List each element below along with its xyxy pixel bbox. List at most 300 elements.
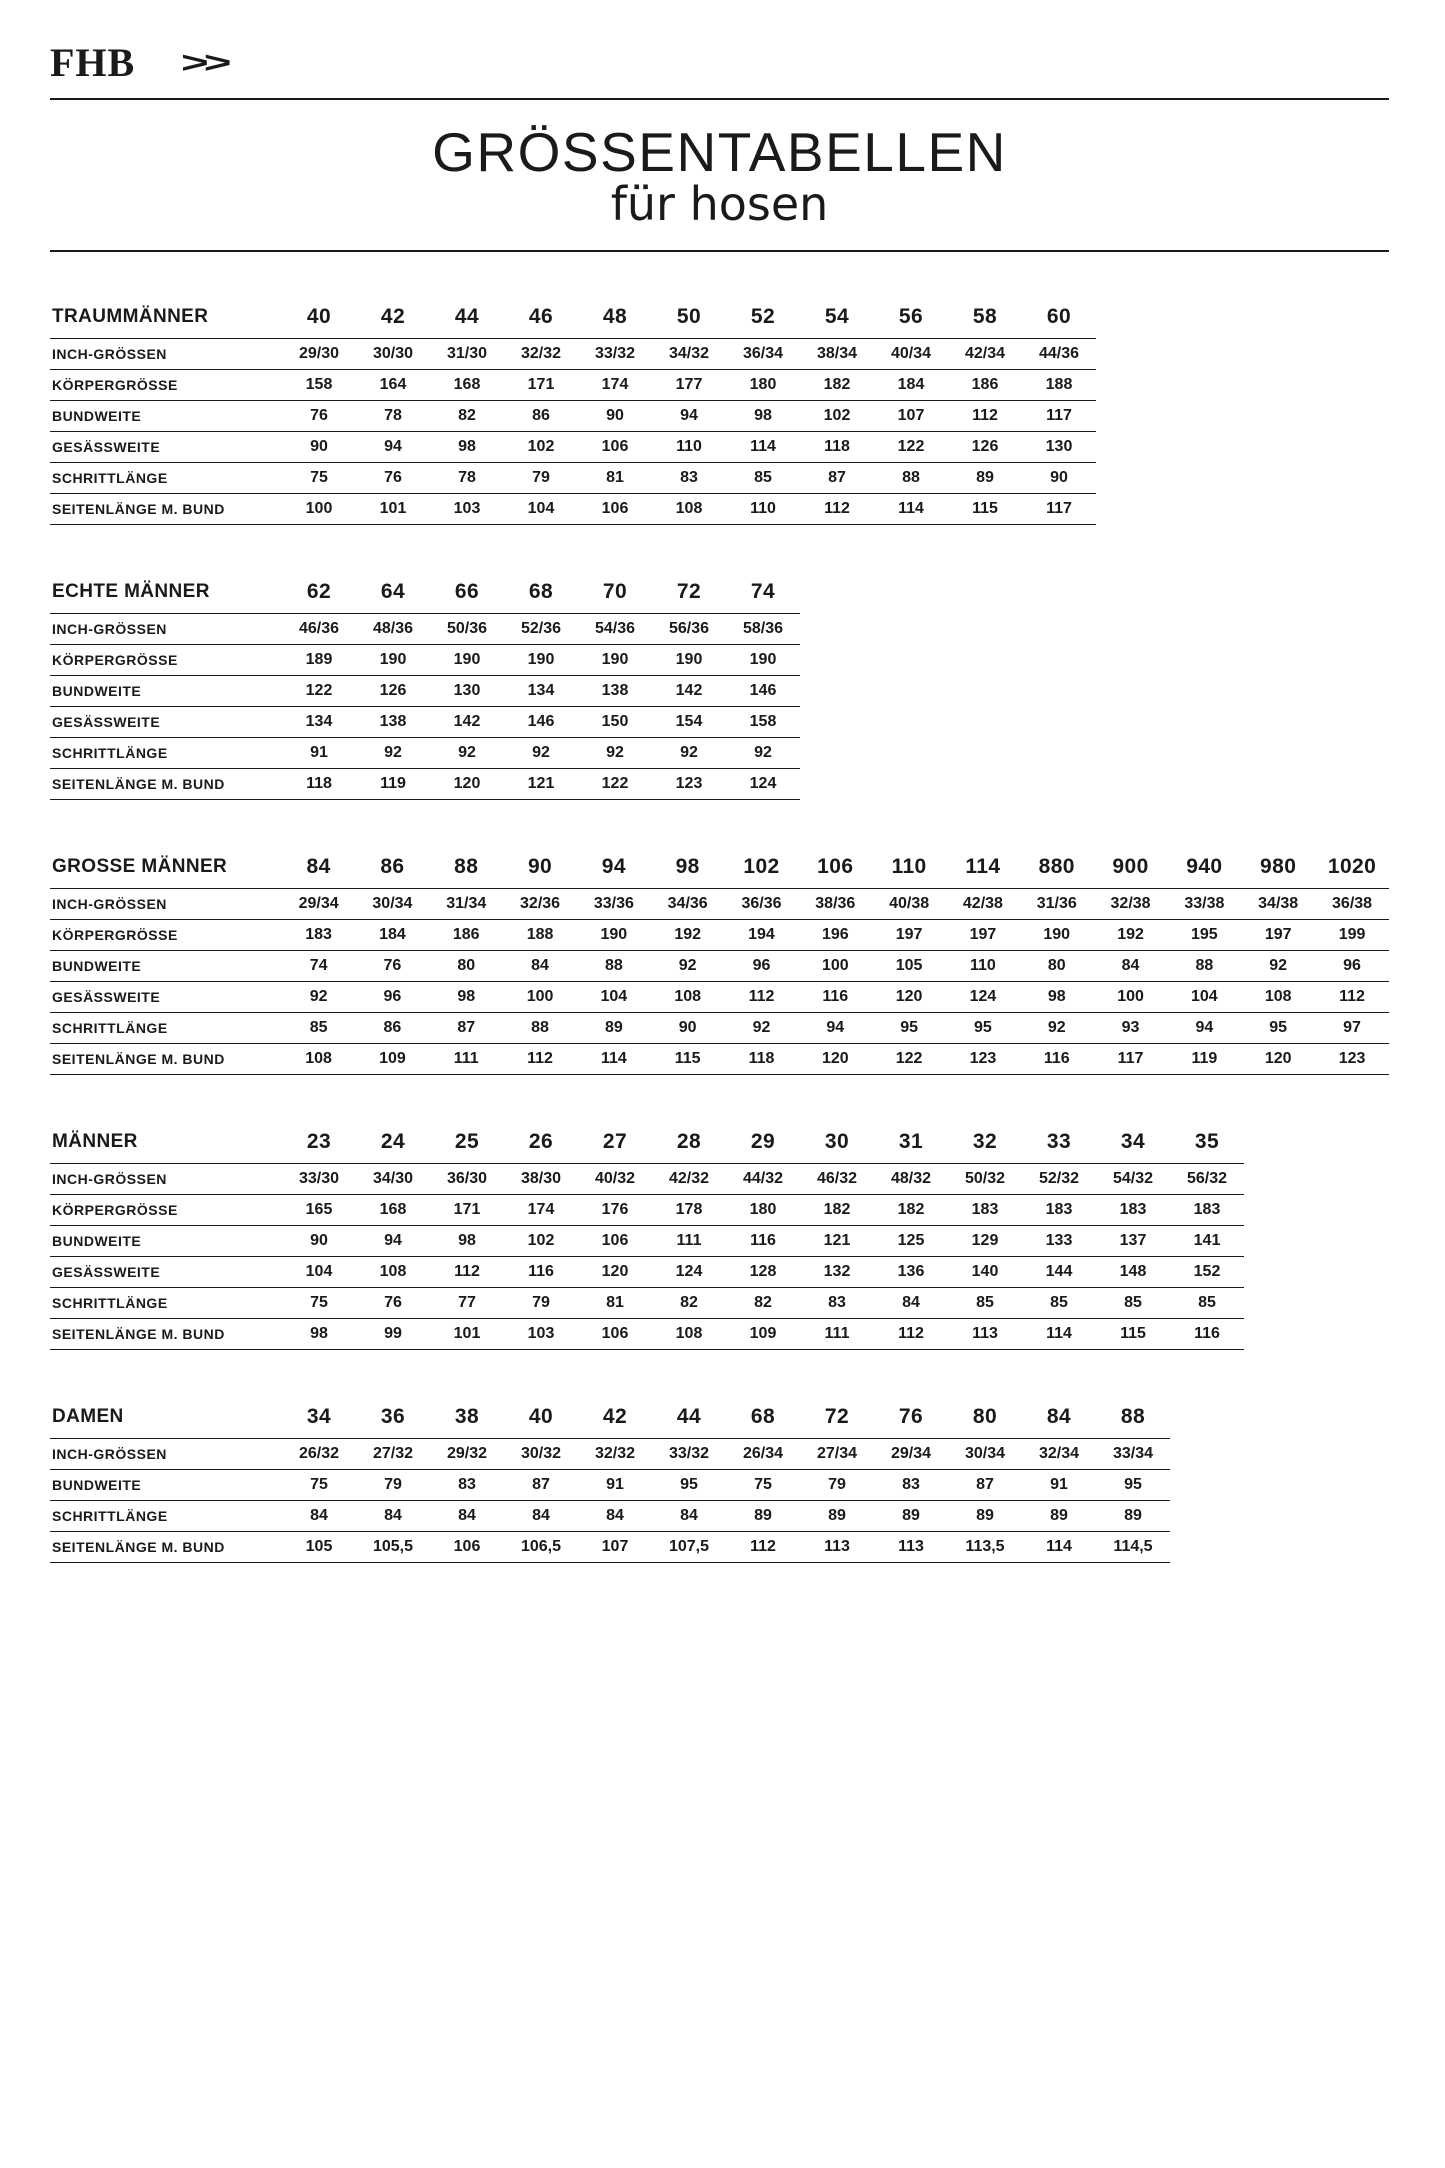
measurement-value: 84 [384,1507,402,1525]
measurement-value: 122 [895,1050,923,1068]
measurement-value: 114 [898,500,924,518]
measurement-value: 199 [1338,926,1366,944]
measurement-value: 89 [902,1507,920,1525]
table-row [50,889,1389,920]
measurement-value: 31/34 [446,895,487,913]
measurement-value: 86 [383,1019,402,1037]
measurement-value: 116 [1194,1325,1220,1343]
measurement-value: 196 [821,926,849,944]
size-column-header: 27 [602,1130,628,1154]
size-column-header: 34 [1120,1130,1146,1154]
measurement-value: 188 [1045,376,1073,394]
measurement-value: 38/30 [520,1170,562,1188]
size-column-header: 88 [454,855,479,879]
measurement-label: BUNDWEITE [52,1233,142,1250]
measurement-value: 48/32 [890,1170,932,1188]
measurement-value: 190 [1043,926,1071,944]
measurement-value: 178 [675,1201,703,1219]
measurement-value: 76 [384,1294,402,1312]
measurement-value: 100 [821,957,849,975]
measurement-value: 117 [1117,1050,1144,1068]
size-column-header: 40 [306,305,332,329]
measurement-value: 92 [680,744,698,762]
measurement-value: 189 [305,651,333,669]
table-row [50,1195,1244,1226]
table-header-row [50,571,800,614]
measurement-value: 89 [828,1507,846,1525]
measurement-value: 101 [453,1325,481,1343]
measurement-value: 93 [1121,1019,1140,1037]
measurement-value: 32/32 [594,1445,636,1463]
measurement-value: 113 [824,1538,850,1556]
measurement-value: 132 [823,1263,851,1281]
measurement-value: 79 [828,1476,846,1494]
measurement-value: 108 [675,1325,703,1343]
measurement-value: 194 [748,926,775,944]
measurement-value: 118 [748,1050,775,1068]
size-column-header: 52 [750,305,776,329]
measurement-label: SCHRITTLÄNGE [52,1508,168,1525]
table-row [50,769,800,800]
measurement-value: 30/32 [520,1445,562,1463]
measurement-value: 38/36 [815,895,856,913]
measurement-value: 34/32 [668,345,710,363]
page-title-block [50,100,1389,238]
size-column-header: 33 [1046,1130,1072,1154]
measurement-value: 106 [601,1232,629,1250]
measurement-value: 101 [379,500,407,518]
measurement-value: 76 [383,957,402,975]
table-row [50,951,1389,982]
measurement-value: 96 [1343,957,1361,975]
measurement-value: 88 [531,1019,549,1037]
measurement-value: 92 [752,1019,771,1037]
measurement-value: 106 [601,438,629,456]
size-column-header: 80 [972,1405,998,1429]
measurement-value: 81 [606,1294,624,1312]
measurement-value: 42/32 [668,1170,710,1188]
measurement-value: 48/36 [372,620,414,638]
size-column-header: 26 [528,1130,554,1154]
size-column-header: 54 [824,305,850,329]
size-column-header: 66 [454,580,480,604]
measurement-label: BUNDWEITE [52,683,142,700]
measurement-label: BUNDWEITE [52,1477,142,1494]
measurement-value: 85 [754,469,772,487]
measurement-value: 91 [1050,1476,1068,1494]
measurement-value: 26/34 [742,1445,784,1463]
measurement-value: 82 [754,1294,772,1312]
measurement-value: 75 [754,1476,772,1494]
measurement-value: 52/36 [520,620,562,638]
measurement-value: 33/34 [1112,1445,1154,1463]
measurement-value: 90 [1050,469,1068,487]
table-row [50,1226,1244,1257]
size-column-header: 70 [602,580,628,604]
measurement-value: 113 [972,1325,998,1343]
measurement-label: GESÄSSWEITE [52,714,161,731]
measurement-value: 103 [527,1325,555,1343]
measurement-value: 118 [824,438,850,456]
measurement-value: 98 [457,988,476,1006]
size-tables-container [50,252,1389,1563]
measurement-value: 54/32 [1112,1170,1154,1188]
measurement-label: SEITENLÄNGE M. BUND [52,1326,225,1343]
measurement-value: 125 [897,1232,925,1250]
measurement-value: 90 [310,438,328,456]
table-row [50,1319,1244,1350]
measurement-value: 122 [601,775,629,793]
table-row [50,920,1389,951]
measurement-value: 112 [748,988,775,1006]
size-column-header: 56 [898,305,924,329]
size-column-header: 72 [824,1405,850,1429]
measurement-value: 50/32 [964,1170,1006,1188]
size-column-header: 90 [527,855,553,879]
measurement-value: 104 [1191,988,1218,1006]
measurement-value: 110 [676,438,702,456]
measurement-value: 119 [380,775,406,793]
measurement-value: 85 [1198,1294,1216,1312]
table-row [50,1470,1170,1501]
measurement-value: 116 [750,1232,776,1250]
table-row [50,1044,1389,1075]
measurement-value: 119 [1191,1050,1218,1068]
measurement-value: 150 [601,713,629,731]
measurement-value: 115 [1120,1325,1146,1343]
brand-logo: FHB [50,40,136,85]
measurement-value: 83 [828,1294,846,1312]
measurement-value: 33/38 [1184,895,1225,913]
table-row [50,463,1096,494]
measurement-value: 27/34 [816,1445,858,1463]
measurement-value: 120 [895,988,923,1006]
size-column-header: 64 [380,580,406,604]
measurement-value: 126 [971,438,999,456]
measurement-value: 84 [310,1507,328,1525]
measurement-value: 84 [902,1294,920,1312]
measurement-value: 105 [305,1538,333,1556]
measurement-value: 112 [454,1263,480,1281]
measurement-value: 142 [453,713,481,731]
measurement-value: 89 [976,469,994,487]
table-row [50,676,800,707]
measurement-value: 88 [604,957,623,975]
measurement-value: 111 [453,1050,479,1068]
measurement-value: 183 [1193,1201,1221,1219]
measurement-value: 165 [305,1201,333,1219]
size-column-header: 60 [1046,305,1072,329]
table-row [50,1532,1170,1563]
measurement-value: 29/34 [890,1445,932,1463]
measurement-value: 79 [384,1476,402,1494]
measurement-value: 176 [601,1201,629,1219]
size-column-header: 58 [972,305,998,329]
measurement-value: 183 [971,1201,999,1219]
measurement-value: 40/32 [594,1170,636,1188]
measurement-value: 192 [674,926,702,944]
measurement-value: 120 [821,1050,849,1068]
size-column-header: 24 [380,1130,406,1154]
measurement-value: 82 [680,1294,698,1312]
measurement-value: 112 [898,1325,924,1343]
measurement-value: 33/32 [668,1445,710,1463]
measurement-value: 104 [527,500,555,518]
measurement-value: 124 [749,775,777,793]
size-column-header: 29 [750,1130,776,1154]
measurement-value: 120 [601,1263,629,1281]
measurement-value: 79 [532,469,550,487]
measurement-value: 120 [1264,1050,1292,1068]
measurement-value: 186 [452,926,480,944]
measurement-value: 29/30 [298,345,340,363]
table-row [50,339,1096,370]
table-group-name: GROSSE MÄNNER [52,856,228,878]
measurement-value: 100 [305,500,333,518]
measurement-value: 110 [750,500,776,518]
measurement-value: 44/36 [1038,345,1080,363]
measurement-value: 152 [1193,1263,1221,1281]
table-row [50,1501,1170,1532]
measurement-value: 123 [969,1050,997,1068]
measurement-value: 92 [606,744,624,762]
measurement-value: 36/36 [741,895,782,913]
measurement-value: 34/30 [372,1170,414,1188]
measurement-value: 84 [532,1507,550,1525]
measurement-value: 100 [526,988,554,1006]
size-column-header: 35 [1194,1130,1220,1154]
size-column-header: 84 [1046,1405,1072,1429]
table-row [50,645,800,676]
measurement-value: 104 [305,1263,333,1281]
measurement-value: 32/34 [1038,1445,1080,1463]
size-column-header: 68 [750,1405,776,1429]
measurement-value: 84 [458,1507,476,1525]
measurement-label: SEITENLÄNGE M. BUND [52,776,225,793]
measurement-value: 190 [675,651,703,669]
measurement-label: GESÄSSWEITE [52,1264,161,1281]
measurement-value: 116 [528,1263,554,1281]
size-column-header: 106 [817,855,854,879]
measurement-value: 36/34 [742,345,784,363]
measurement-value: 78 [384,407,402,425]
measurement-value: 126 [379,682,407,700]
measurement-value: 114 [750,438,776,456]
measurement-value: 102 [527,1232,555,1250]
measurement-value: 46/32 [816,1170,858,1188]
brand-bar [50,34,1389,92]
measurement-value: 174 [527,1201,555,1219]
size-column-header: 42 [380,305,406,329]
measurement-value: 99 [384,1325,402,1343]
measurement-value: 171 [527,376,555,394]
table-header-row [50,1121,1244,1164]
table-row [50,707,800,738]
size-column-header: 30 [824,1130,850,1154]
measurement-value: 96 [383,988,402,1006]
measurement-value: 177 [675,376,703,394]
measurement-value: 107 [601,1538,629,1556]
measurement-value: 98 [458,438,476,456]
size-column-header: 68 [528,580,554,604]
measurement-value: 138 [379,713,407,731]
measurement-value: 136 [897,1263,925,1281]
measurement-value: 190 [600,926,628,944]
table-row [50,982,1389,1013]
size-table [50,571,800,800]
measurement-value: 94 [1195,1019,1214,1037]
measurement-value: 31/36 [1036,895,1077,913]
measurement-value: 111 [676,1232,702,1250]
measurement-value: 180 [749,376,777,394]
measurement-value: 97 [1343,1019,1361,1037]
measurement-value: 183 [305,926,332,944]
measurement-value: 87 [457,1019,476,1037]
table-row [50,1013,1389,1044]
measurement-value: 91 [310,744,328,762]
measurement-value: 109 [749,1325,777,1343]
measurement-value: 31/30 [446,345,488,363]
size-column-header: 88 [1120,1405,1146,1429]
measurement-value: 30/30 [372,345,414,363]
measurement-value: 29/34 [298,895,339,913]
size-column-header: 76 [898,1405,924,1429]
measurement-label: KÖRPERGRÖSSE [52,652,178,669]
measurement-value: 96 [752,957,771,975]
measurement-label: SCHRITTLÄNGE [52,745,168,762]
measurement-value: 85 [309,1019,328,1037]
measurement-value: 56/32 [1186,1170,1228,1188]
measurement-value: 42/34 [964,345,1006,363]
measurement-value: 83 [680,469,698,487]
measurement-value: 26/32 [298,1445,340,1463]
measurement-value: 42/38 [962,895,1003,913]
size-table [50,296,1096,525]
measurement-value: 40/34 [890,345,932,363]
table-row [50,1439,1170,1470]
measurement-value: 92 [754,744,772,762]
measurement-value: 46/36 [298,620,340,638]
measurement-label: SCHRITTLÄNGE [52,1295,168,1312]
size-column-header: 34 [306,1405,332,1429]
measurement-value: 111 [824,1325,850,1343]
measurement-value: 117 [1046,500,1072,518]
measurement-value: 30/34 [372,895,413,913]
measurement-value: 89 [976,1507,994,1525]
measurement-value: 33/30 [298,1170,340,1188]
measurement-value: 89 [604,1019,623,1037]
measurement-value: 92 [458,744,476,762]
size-column-header: 50 [676,305,702,329]
measurement-value: 114 [600,1050,627,1068]
measurement-value: 130 [453,682,481,700]
measurement-value: 113,5 [965,1538,1005,1556]
measurement-value: 92 [678,957,697,975]
size-column-header: 42 [602,1405,628,1429]
measurement-value: 92 [384,744,402,762]
measurement-value: 83 [458,1476,476,1494]
size-column-header: 102 [743,855,780,879]
measurement-value: 190 [453,651,481,669]
measurement-value: 98 [1047,988,1066,1006]
measurement-value: 74 [309,957,328,975]
measurement-value: 50/36 [446,620,488,638]
measurement-value: 120 [453,775,481,793]
table-row [50,1164,1244,1195]
measurement-label: GESÄSSWEITE [52,439,161,456]
measurement-value: 137 [1119,1232,1147,1250]
measurement-label: SEITENLÄNGE M. BUND [52,501,225,518]
measurement-value: 89 [754,1507,772,1525]
measurement-value: 122 [897,438,925,456]
measurement-value: 33/32 [594,345,636,363]
size-column-header: 40 [528,1405,554,1429]
measurement-value: 154 [675,713,703,731]
measurement-value: 164 [379,376,407,394]
measurement-value: 75 [310,469,328,487]
table-row [50,370,1096,401]
measurement-value: 146 [749,682,777,700]
size-column-header: 23 [306,1130,332,1154]
measurement-value: 114 [1046,1325,1072,1343]
measurement-value: 110 [970,957,996,975]
measurement-value: 94 [680,407,698,425]
measurement-value: 182 [897,1201,925,1219]
size-column-header: 48 [602,305,628,329]
measurement-value: 116 [1043,1050,1070,1068]
table-row [50,401,1096,432]
measurement-value: 75 [310,1476,328,1494]
measurement-value: 84 [531,957,549,975]
measurement-value: 186 [971,376,999,394]
measurement-value: 82 [458,407,476,425]
table-row [50,614,800,645]
measurement-value: 168 [379,1201,407,1219]
measurement-value: 106 [601,500,629,518]
measurement-value: 105,5 [372,1538,414,1556]
measurement-value: 85 [976,1294,994,1312]
measurement-value: 141 [1193,1232,1221,1250]
measurement-value: 184 [379,926,406,944]
size-column-header: 880 [1038,855,1075,879]
measurement-value: 77 [458,1294,476,1312]
measurement-value: 92 [309,988,328,1006]
size-table [50,1396,1170,1563]
measurement-label: KÖRPERGRÖSSE [52,377,178,394]
measurement-value: 140 [971,1263,999,1281]
page-subtitle: für hosen [610,176,829,231]
measurement-value: 130 [1045,438,1073,456]
measurement-value: 75 [310,1294,328,1312]
measurement-value: 158 [305,376,333,394]
measurement-value: 117 [1046,407,1072,425]
measurement-value: 118 [306,775,332,793]
measurement-value: 76 [384,469,402,487]
measurement-label: INCH-GRÖSSEN [52,1446,167,1463]
measurement-label: SCHRITTLÄNGE [52,470,168,487]
measurement-value: 123 [1338,1050,1366,1068]
measurement-value: 85 [1124,1294,1142,1312]
measurement-value: 190 [601,651,629,669]
measurement-value: 87 [976,1476,994,1494]
measurement-value: 84 [1121,957,1140,975]
measurement-value: 121 [823,1232,851,1250]
size-column-header: 36 [380,1405,406,1429]
measurement-value: 112 [527,1050,553,1068]
measurement-value: 34/38 [1258,895,1299,913]
measurement-value: 32/38 [1110,895,1151,913]
measurement-value: 108 [675,500,703,518]
